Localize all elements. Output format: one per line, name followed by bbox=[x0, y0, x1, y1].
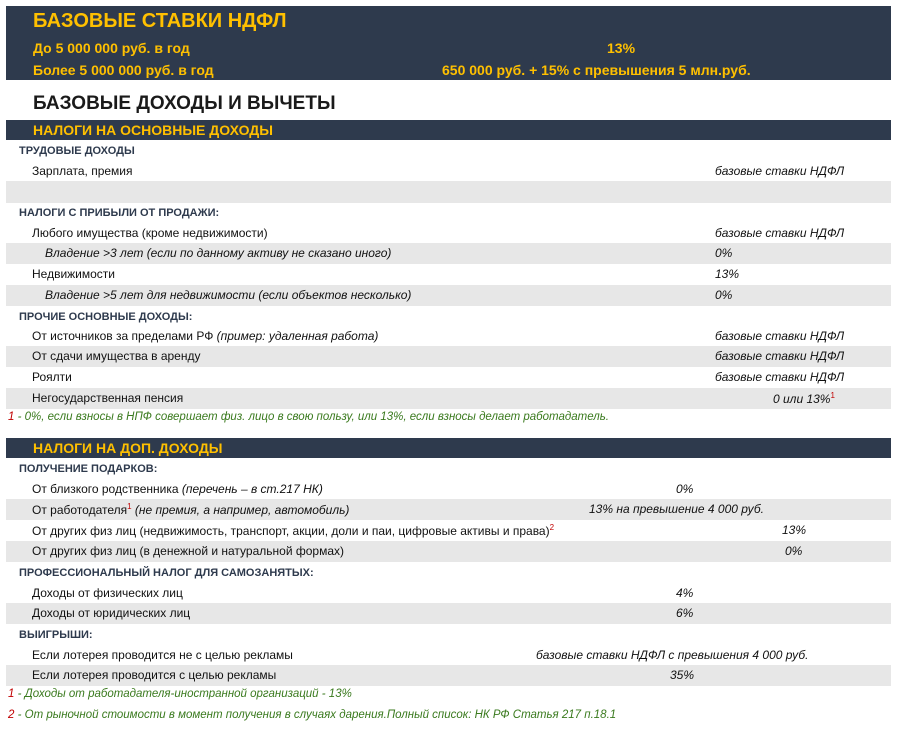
row-label: Если лотерея проводится не с целью рекламы bbox=[32, 648, 293, 662]
row-label-note: (не премия, а например, автомобиль) bbox=[134, 503, 350, 517]
row-label: Владение >3 лет (если по данному активу не сказано иного) bbox=[45, 246, 392, 260]
rate-label-1: До 5 000 000 руб. в год bbox=[33, 40, 190, 56]
table-row bbox=[6, 285, 891, 306]
group-title-winnings: ВЫИГРЫШИ: bbox=[19, 629, 93, 641]
row-label-text: От других физ лиц (недвижимость, транспорт, акции, доли и паи, цифровые активы и права) bbox=[32, 524, 550, 538]
footnote-dash: - bbox=[14, 411, 25, 423]
row-value: 0% bbox=[676, 482, 694, 496]
row-value: 6% bbox=[676, 606, 694, 620]
row-label: Недвижимости bbox=[32, 267, 116, 281]
section-main-income-title: НАЛОГИ НА ОСНОВНЫЕ ДОХОДЫ bbox=[33, 122, 273, 138]
table-row bbox=[6, 645, 891, 665]
row-value-text: 0 или 13% bbox=[773, 392, 831, 406]
row-label: Если лотерея проводится с целью рекламы bbox=[32, 668, 277, 682]
row-value: 13% bbox=[715, 267, 740, 281]
footnote-ref: 1 bbox=[127, 502, 132, 511]
row-value: 13% на превышение 4 000 руб. bbox=[589, 502, 764, 516]
row-value: 13% bbox=[782, 523, 807, 537]
footnote-dash: - bbox=[14, 688, 25, 700]
top-title: БАЗОВЫЕ СТАВКИ НДФЛ bbox=[33, 10, 287, 32]
table-row bbox=[6, 326, 891, 346]
row-label: От других физ лиц (в денежной и натуральной формах) bbox=[32, 544, 345, 558]
footnote bbox=[8, 411, 609, 423]
table-row bbox=[6, 346, 891, 367]
footnote-number: 1 bbox=[8, 688, 15, 700]
table-row bbox=[6, 541, 891, 562]
row-value: базовые ставки НДФЛ bbox=[715, 164, 845, 178]
row-label bbox=[32, 523, 554, 538]
row-label-note: (перечень – в ст.217 НК) bbox=[181, 482, 323, 496]
table-row bbox=[6, 583, 891, 603]
table-row bbox=[6, 603, 891, 624]
row-label-text: От источников за пределами РФ bbox=[32, 329, 214, 343]
footnote bbox=[8, 709, 616, 721]
row-value: 4% bbox=[676, 586, 694, 600]
footnote-text: Доходы от работадателя-иностранной организаций - 13% bbox=[24, 688, 352, 700]
footnote-number: 2 bbox=[8, 709, 15, 721]
row-value: базовые ставки НДФЛ bbox=[715, 329, 845, 343]
group-title-labor: ТРУДОВЫЕ ДОХОДЫ bbox=[19, 145, 135, 157]
group-title-self-employed: ПРОФЕССИОНАЛЬНЫЙ НАЛОГ ДЛЯ САМОЗАНЯТЫХ: bbox=[19, 567, 314, 579]
row-value: базовые ставки НДФЛ bbox=[715, 226, 845, 240]
row-label bbox=[32, 482, 323, 496]
footnote-ref: 1 bbox=[830, 391, 835, 400]
row-label: Доходы от физических лиц bbox=[32, 586, 183, 600]
section-main-income bbox=[6, 120, 891, 140]
row-label-note: (пример: удаленная работа) bbox=[216, 329, 379, 343]
row-label: От сдачи имущества в аренду bbox=[32, 349, 201, 363]
page-title: БАЗОВЫЕ ДОХОДЫ И ВЫЧЕТЫ bbox=[33, 93, 336, 114]
row-label: Негосударственная пенсия bbox=[32, 391, 184, 405]
row-label bbox=[32, 329, 378, 343]
row-value: 0% bbox=[715, 288, 733, 302]
row-value bbox=[773, 391, 835, 406]
table-row bbox=[6, 520, 891, 541]
table-row bbox=[6, 479, 891, 499]
rate-value-2: 650 000 руб. + 15% с превышения 5 млн.руб. bbox=[442, 62, 751, 78]
row-value: базовые ставки НДФЛ bbox=[715, 370, 845, 384]
row-label: Роялти bbox=[32, 370, 72, 384]
row-label: Зарплата, премия bbox=[32, 164, 133, 178]
table-row bbox=[6, 499, 891, 520]
footnote bbox=[8, 688, 352, 700]
row-value: базовые ставки НДФЛ bbox=[715, 349, 845, 363]
rate-value-1: 13% bbox=[607, 40, 636, 56]
section-extra-income-title: НАЛОГИ НА ДОП. ДОХОДЫ bbox=[33, 440, 223, 456]
row-label: Доходы от юридических лиц bbox=[32, 606, 191, 620]
row-label-text: От работодателя bbox=[32, 503, 128, 517]
table-row bbox=[6, 161, 891, 181]
row-value: 35% bbox=[670, 668, 695, 682]
table-row bbox=[6, 243, 891, 264]
row-label: Владение >5 лет для недвижимости (если объектов несколько) bbox=[45, 288, 412, 302]
footnote-dash: - bbox=[14, 709, 25, 721]
table-row bbox=[6, 367, 891, 388]
footnote-text: От рыночной стоимости в момент получения в случаях дарения.Полный список: НК РФ Статья 217 п.18.1 bbox=[24, 709, 617, 721]
rate-label-2: Более 5 000 000 руб. в год bbox=[33, 62, 214, 78]
group-title-gifts: ПОЛУЧЕНИЕ ПОДАРКОВ: bbox=[19, 463, 158, 475]
section-extra-income bbox=[6, 438, 891, 458]
row-value: базовые ставки НДФЛ с превышения 4 000 руб. bbox=[536, 648, 809, 662]
table-row bbox=[6, 264, 891, 285]
row-label-text: От близкого родственника bbox=[32, 482, 179, 496]
row-value: 0% bbox=[715, 246, 733, 260]
group-title-sales: НАЛОГИ С ПРИБЫЛИ ОТ ПРОДАЖИ: bbox=[19, 207, 220, 219]
table-row bbox=[6, 223, 891, 243]
row-label: Любого имущества (кроме недвижимости) bbox=[32, 226, 268, 240]
table-row bbox=[6, 181, 891, 203]
group-title-other: ПРОЧИЕ ОСНОВНЫЕ ДОХОДЫ: bbox=[19, 311, 193, 323]
footnote-text: 0%, если взносы в НПФ совершает физ. лицо в свою пользу, или 13%, если взносы делает работадатель. bbox=[24, 411, 609, 423]
footnote-number: 1 bbox=[8, 411, 15, 423]
table-row bbox=[6, 388, 891, 409]
table-row bbox=[6, 665, 891, 686]
row-label bbox=[32, 502, 349, 517]
footnote-ref: 2 bbox=[549, 523, 555, 532]
row-value: 0% bbox=[785, 544, 803, 558]
